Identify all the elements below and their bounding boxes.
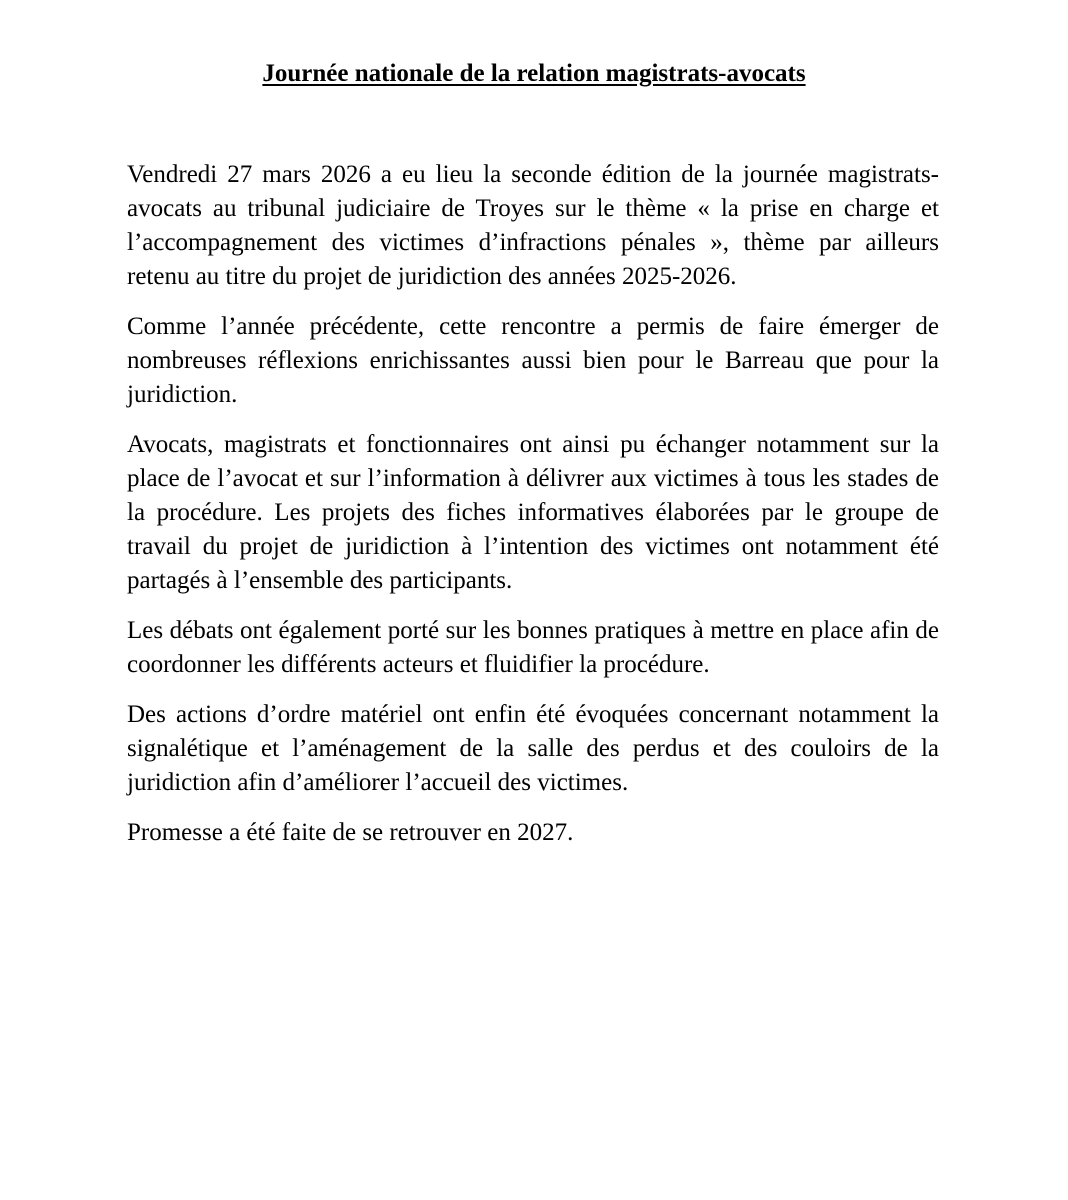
document-title: Journée nationale de la relation magistrats-avocats — [262, 60, 806, 87]
paragraph-5: Des actions d’ordre matériel ont enfin été évoquées concernant notamment la signalétique et l’aménagement de la salle des perdus et des couloirs de la juridiction afin d’améliorer l’accueil des victimes. — [127, 701, 939, 796]
paragraph-2: Comme l’année précédente, cette rencontre a permis de faire émerger de nombreuses réflexions enrichissantes aussi bien pour le Barreau que pour la juridiction. — [127, 313, 939, 408]
paragraph-6: Promesse a été faite de se retrouver en 2027. — [127, 819, 574, 846]
paragraph-1: Vendredi 27 mars 2026 a eu lieu la seconde édition de la journée magistrats-avocats au tribunal judiciaire de Troyes sur le thème « la prise en charge et l’accompagnement des victimes d’infractions pénales », thème par ailleurs retenu au titre du projet de juridiction des années 2025-2026. — [127, 161, 939, 290]
document-body — [127, 158, 939, 866]
paragraph-3: Avocats, magistrats et fonctionnaires ont ainsi pu échanger notamment sur la place de l’avocat et sur l’information à délivrer aux victimes à tous les stades de la procédure. Les projets des fiches informatives élaborées par le groupe de travail du projet de juridiction à l’intention des victimes ont notamment été partagés à l’ensemble des participants. — [127, 431, 939, 594]
paragraph-4: Les débats ont également porté sur les bonnes pratiques à mettre en place afin de coordonner les différents acteurs et fluidifier la procédure. — [127, 617, 939, 678]
